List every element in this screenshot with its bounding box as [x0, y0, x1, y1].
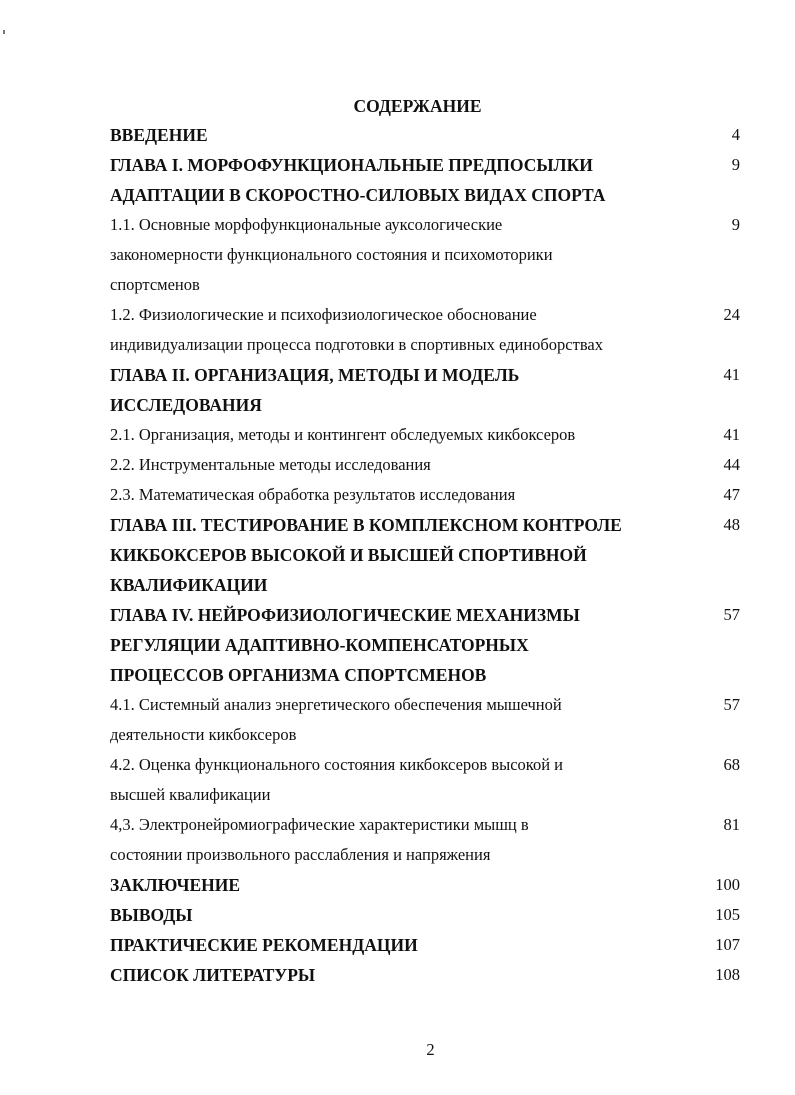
- toc-entry-text-line: ВВЕДЕНИЕ: [110, 125, 208, 145]
- toc-entry: [110, 480, 740, 510]
- toc-entry-text-line: ПРАКТИЧЕСКИЕ РЕКОМЕНДАЦИИ: [110, 935, 418, 955]
- toc-entry-text-line: 4,3. Электронейромиографические характеристики мышц в: [110, 815, 529, 834]
- toc-entry: [110, 510, 740, 600]
- toc-entry-text-line: ЗАКЛЮЧЕНИЕ: [110, 875, 241, 895]
- toc-entry-text-line: спортсменов: [110, 275, 200, 294]
- toc-entry: [110, 930, 740, 960]
- toc-entry-text-line: РЕГУЛЯЦИИ АДАПТИВНО-КОМПЕНСАТОРНЫХ: [110, 635, 529, 655]
- toc-entry-text-line: 2.2. Инструментальные методы исследования: [110, 455, 431, 474]
- toc-entry-page-number: 44: [723, 455, 740, 474]
- toc-entry-text-line: состоянии произвольного расслабления и напряжения: [110, 845, 491, 864]
- toc-entry: [110, 450, 740, 480]
- toc-entry: [110, 690, 740, 750]
- toc-entry-page-number: 100: [715, 875, 740, 894]
- toc-entry-page-number: 57: [723, 695, 740, 714]
- toc-entry-page-number: 9: [731, 215, 740, 234]
- toc-entry-page-number: 4: [731, 125, 740, 144]
- toc-entry: [110, 300, 740, 360]
- toc-entry: [110, 810, 740, 870]
- toc-entry-text-line: СПИСОК ЛИТЕРАТУРЫ: [110, 965, 316, 985]
- page-number: 2: [426, 1040, 435, 1059]
- toc-entry-text-line: КИКБОКСЕРОВ ВЫСОКОЙ И ВЫСШЕЙ СПОРТИВНОЙ: [110, 545, 587, 565]
- table-of-contents: [110, 120, 740, 990]
- toc-entry-page-number: 107: [715, 935, 740, 954]
- toc-entry-text-line: 1.1. Основные морфофункциональные ауксологические: [110, 215, 503, 234]
- toc-entry-text-line: ИССЛЕДОВАНИЯ: [110, 395, 262, 415]
- toc-entry-page-number: 9: [731, 155, 740, 174]
- toc-entry: [110, 750, 740, 810]
- toc-entry-text-line: КВАЛИФИКАЦИИ: [110, 575, 268, 595]
- toc-entry-page-number: 41: [723, 365, 740, 384]
- toc-entry-text-line: индивидуализации процесса подготовки в спортивных единоборствах: [110, 335, 603, 354]
- toc-entry-page-number: 47: [723, 485, 740, 504]
- toc-entry-text-line: ГЛАВА III. ТЕСТИРОВАНИЕ В КОМПЛЕКСНОМ КОНТРОЛЕ: [110, 515, 622, 535]
- toc-entry: [110, 960, 740, 990]
- toc-entry-text-line: ВЫВОДЫ: [110, 905, 193, 925]
- toc-entry: [110, 600, 740, 690]
- toc-entry-text-line: 4.1. Системный анализ энергетического обеспечения мышечной: [110, 695, 562, 714]
- toc-entry-page-number: 81: [723, 815, 740, 834]
- toc-entry-text-line: ПРОЦЕССОВ ОРГАНИЗМА СПОРТСМЕНОВ: [110, 665, 487, 685]
- toc-entry-text-line: 2.3. Математическая обработка результатов исследования: [110, 485, 516, 504]
- toc-entry-text-line: ГЛАВА I. МОРФОФУНКЦИОНАЛЬНЫЕ ПРЕДПОСЫЛКИ: [110, 155, 593, 175]
- toc-entry-page-number: 41: [723, 425, 740, 444]
- toc-entry: [110, 420, 740, 450]
- toc-entry: [110, 870, 740, 900]
- toc-entry-text-line: АДАПТАЦИИ В СКОРОСТНО-СИЛОВЫХ ВИДАХ СПОРТА: [110, 185, 606, 205]
- page-title: СОДЕРЖАНИЕ: [353, 96, 482, 116]
- toc-entry-text-line: закономерности функционального состояния и психомоторики: [110, 245, 553, 264]
- toc-entry-text-line: 4.2. Оценка функционального состояния кикбоксеров высокой и: [110, 755, 563, 774]
- scan-speck: [3, 30, 5, 34]
- toc-entry-page-number: 108: [715, 965, 740, 984]
- toc-entry-page-number: 68: [723, 755, 740, 774]
- toc-entry-text-line: деятельности кикбоксеров: [110, 725, 297, 744]
- toc-entry-text-line: ГЛАВА II. ОРГАНИЗАЦИЯ, МЕТОДЫ И МОДЕЛЬ: [110, 365, 520, 385]
- toc-entry-text-line: 1.2. Физиологические и психофизиологическое обоснование: [110, 305, 537, 324]
- toc-entry-page-number: 24: [723, 305, 740, 324]
- toc-entry-page-number: 48: [723, 515, 740, 534]
- toc-entry: [110, 900, 740, 930]
- toc-entry-page-number: 57: [723, 605, 740, 624]
- toc-entry: [110, 210, 740, 300]
- toc-entry: [110, 120, 740, 150]
- toc-entry-text-line: 2.1. Организация, методы и контингент обследуемых кикбоксеров: [110, 425, 576, 444]
- toc-entry: [110, 150, 740, 210]
- toc-entry-text-line: ГЛАВА IV. НЕЙРОФИЗИОЛОГИЧЕСКИЕ МЕХАНИЗМЫ: [110, 605, 580, 625]
- toc-entry-text-line: высшей квалификации: [110, 785, 271, 804]
- toc-entry: [110, 360, 740, 420]
- toc-entry-page-number: 105: [715, 905, 740, 924]
